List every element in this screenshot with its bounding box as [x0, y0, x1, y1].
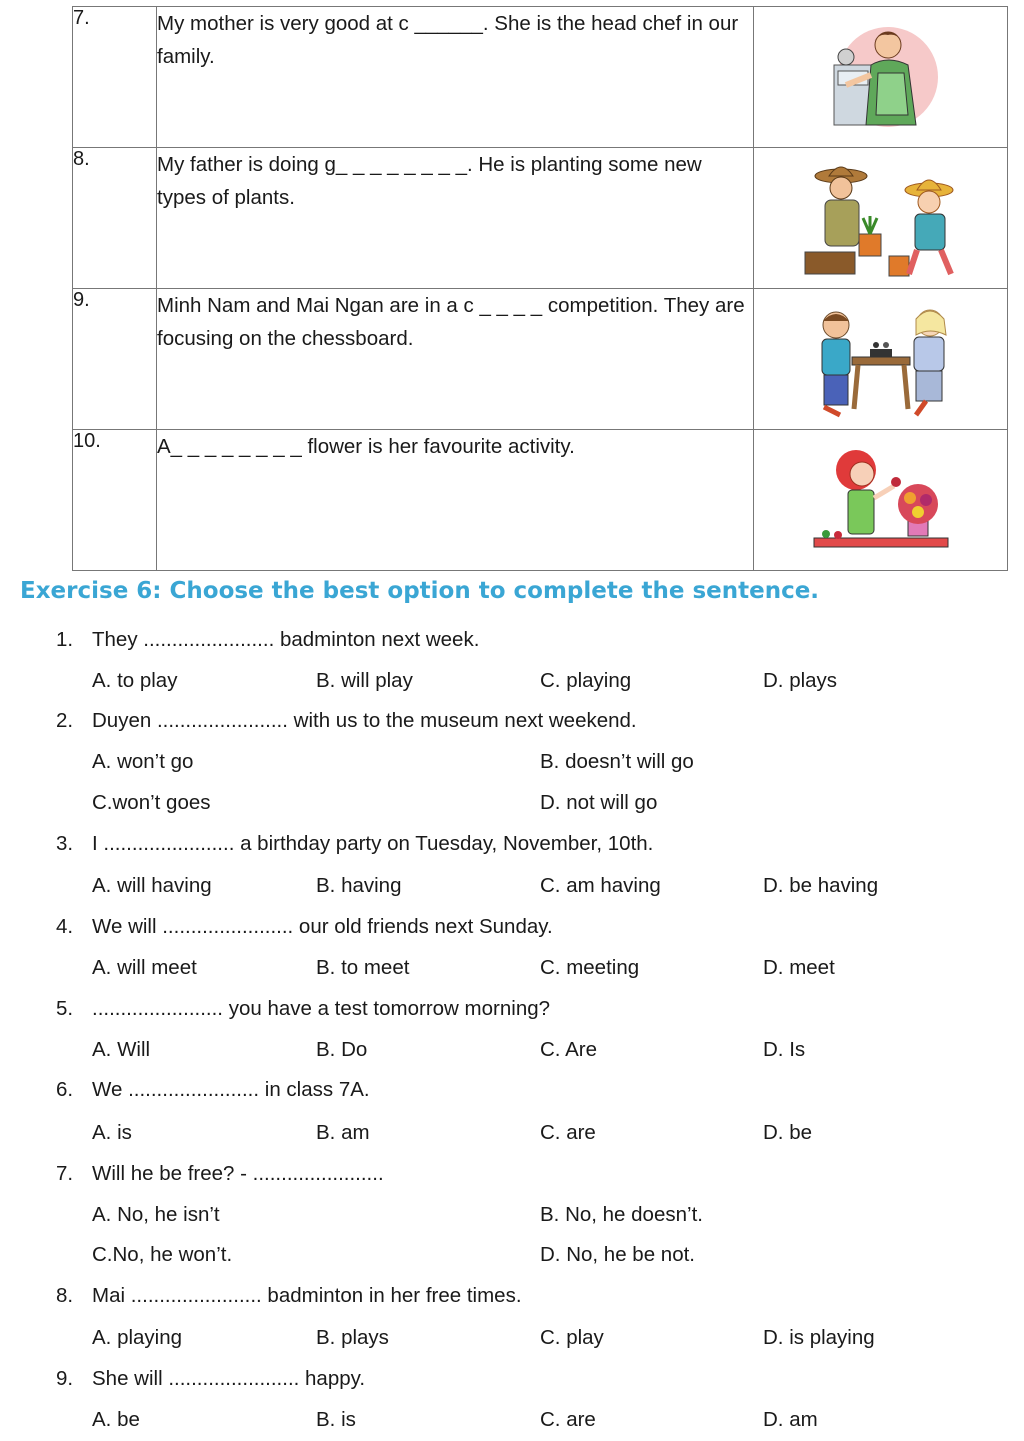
row-number: 8.: [73, 148, 157, 289]
option-a[interactable]: A. playing: [92, 1326, 183, 1349]
question-number: 7.: [56, 1162, 74, 1185]
question-text: We ....................... in class 7A.: [92, 1078, 370, 1101]
question-text: ....................... you have a test tomorrow morning?: [92, 997, 551, 1020]
option-b[interactable]: B. is: [316, 1408, 356, 1431]
option-a[interactable]: A. will meet: [92, 956, 197, 979]
row-sentence: A_ _ _ _ _ _ _ _ flower is her favourite activity.: [157, 430, 754, 571]
row-picture: [754, 289, 1008, 430]
question-text: Mai ....................... badminton in her free times.: [92, 1284, 522, 1307]
row-number: 9.: [73, 289, 157, 430]
option-c[interactable]: C. play: [540, 1326, 604, 1349]
option-a[interactable]: A. No, he isn’t: [92, 1203, 220, 1226]
question-text: Will he be free? - .......................: [92, 1162, 384, 1185]
option-c[interactable]: C. are: [540, 1121, 596, 1144]
question-number: 4.: [56, 915, 74, 938]
option-b[interactable]: B. plays: [316, 1326, 389, 1349]
row-sentence: My father is doing g_ _ _ _ _ _ _ _. He is planting some new types of plants.: [157, 148, 754, 289]
question-text: I ....................... a birthday party on Tuesday, November, 10th.: [92, 832, 654, 855]
option-b[interactable]: B. to meet: [316, 956, 410, 979]
option-d[interactable]: D. be: [763, 1121, 812, 1144]
row-picture: [754, 7, 1008, 148]
option-c[interactable]: C.won’t goes: [92, 791, 211, 814]
exercise-title: Exercise 6: Choose the best option to complete the sentence.: [20, 578, 820, 604]
option-c[interactable]: C.No, he won’t.: [92, 1243, 233, 1266]
row-number: 10.: [73, 430, 157, 571]
question-number: 9.: [56, 1367, 74, 1390]
question-number: 3.: [56, 832, 74, 855]
row-sentence: My mother is very good at c ______. She is the head chef in our family.: [157, 7, 754, 148]
option-d[interactable]: D. is playing: [763, 1326, 875, 1349]
table-row: [73, 7, 1008, 148]
question-number: 6.: [56, 1078, 74, 1101]
option-c[interactable]: C. meeting: [540, 956, 640, 979]
option-a[interactable]: A. be: [92, 1408, 140, 1431]
option-a[interactable]: A. to play: [92, 669, 178, 692]
option-a[interactable]: A. is: [92, 1121, 132, 1144]
option-d[interactable]: D. not will go: [540, 791, 658, 814]
question-text: Duyen ....................... with us to the museum next weekend.: [92, 709, 637, 732]
option-b[interactable]: B. No, he doesn’t.: [540, 1203, 703, 1226]
option-d[interactable]: D. No, he be not.: [540, 1243, 695, 1266]
question-text: She will ....................... happy.: [92, 1367, 366, 1390]
option-b[interactable]: B. Do: [316, 1038, 368, 1061]
table-row: [73, 148, 1008, 289]
option-a[interactable]: A. Will: [92, 1038, 151, 1061]
option-d[interactable]: D. am: [763, 1408, 818, 1431]
row-picture: [754, 430, 1008, 571]
row-number: 7.: [73, 7, 157, 148]
option-b[interactable]: B. having: [316, 874, 402, 897]
option-d[interactable]: D. Is: [763, 1038, 806, 1061]
vocabulary-table: [72, 6, 1008, 571]
table-row: [73, 289, 1008, 430]
flower-arranging-illustration: [806, 438, 956, 560]
gardening-illustration: [801, 156, 961, 280]
option-a[interactable]: A. won’t go: [92, 750, 194, 773]
option-d[interactable]: D. plays: [763, 669, 838, 692]
option-b[interactable]: B. am: [316, 1121, 370, 1144]
option-b[interactable]: B. will play: [316, 669, 413, 692]
question-number: 1.: [56, 628, 74, 651]
question-number: 2.: [56, 709, 74, 732]
option-b[interactable]: B. doesn’t will go: [540, 750, 694, 773]
question-text: We will ....................... our old friends next Sunday.: [92, 915, 553, 938]
woman-cooking-illustration: [816, 15, 946, 137]
option-d[interactable]: D. be having: [763, 874, 879, 897]
table-row: [73, 430, 1008, 571]
question-number: 5.: [56, 997, 74, 1020]
option-c[interactable]: C. Are: [540, 1038, 597, 1061]
question-text: They ....................... badminton next week.: [92, 628, 480, 651]
row-picture: [754, 148, 1008, 289]
question-number: 8.: [56, 1284, 74, 1307]
option-c[interactable]: C. are: [540, 1408, 596, 1431]
chess-players-illustration: [806, 297, 956, 419]
option-d[interactable]: D. meet: [763, 956, 835, 979]
row-sentence: Minh Nam and Mai Ngan are in a c _ _ _ _ competition. They are focusing on the chessboard.: [157, 289, 754, 430]
option-c[interactable]: C. playing: [540, 669, 632, 692]
option-c[interactable]: C. am having: [540, 874, 661, 897]
option-a[interactable]: A. will having: [92, 874, 212, 897]
